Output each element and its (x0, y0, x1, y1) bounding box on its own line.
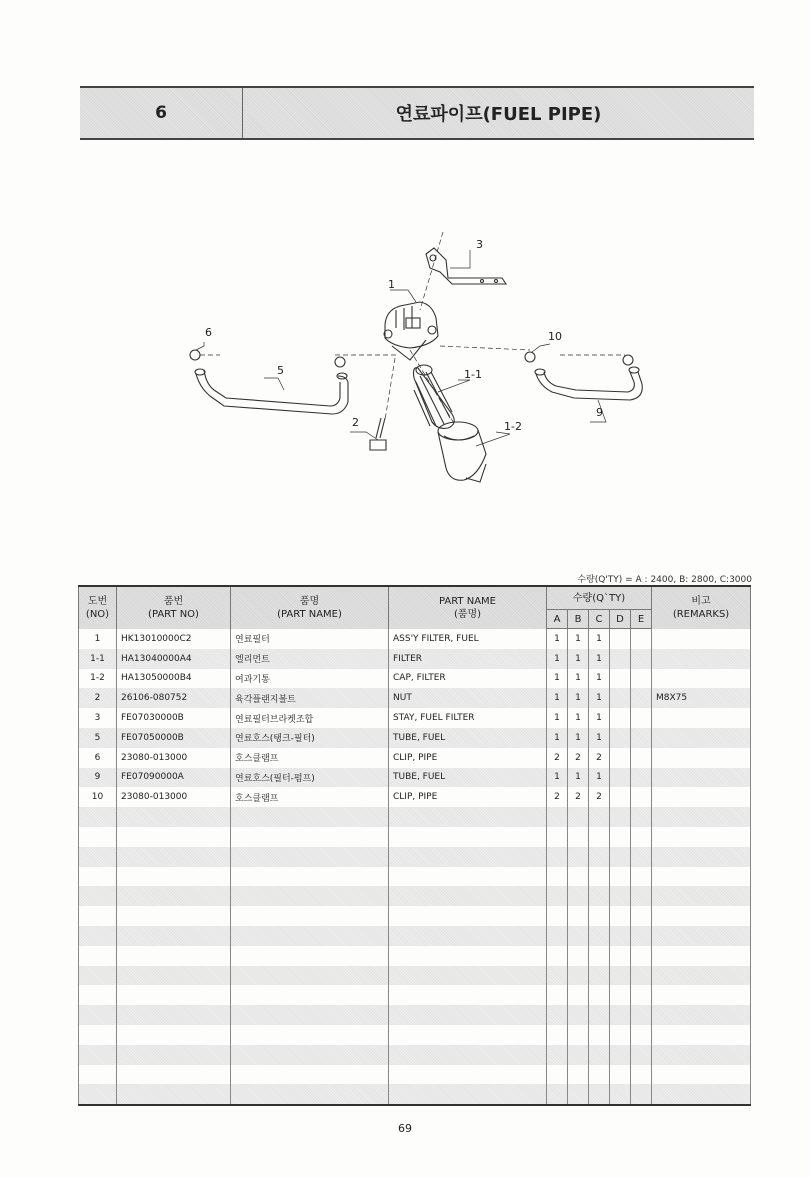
table-row (79, 807, 751, 827)
label-3: 3 (476, 238, 483, 251)
row-name-ko: 엘리먼트 (231, 649, 389, 669)
row-qty-b (568, 1065, 589, 1085)
row-qty-d (610, 946, 631, 966)
row-qty-b (568, 827, 589, 847)
row-qty-d (610, 787, 631, 807)
table-row (79, 728, 751, 748)
label-9: 9 (596, 406, 603, 419)
row-name-ko (231, 946, 389, 966)
header-remarks: 비고 (REMARKS) (652, 586, 751, 629)
row-qty-e (631, 1084, 652, 1105)
row-no (79, 1065, 117, 1085)
row-qty-b: 1 (568, 629, 589, 649)
row-qty-b: 2 (568, 787, 589, 807)
row-name-ko (231, 1065, 389, 1085)
row-qty-d (610, 1025, 631, 1045)
row-qty-b: 1 (568, 708, 589, 728)
row-qty-a: 1 (547, 768, 568, 788)
label-5: 5 (277, 364, 284, 377)
row-qty-e (631, 847, 652, 867)
row-no: 3 (79, 708, 117, 728)
row-qty-b (568, 886, 589, 906)
row-name-en (389, 906, 547, 926)
table-row (79, 629, 751, 649)
row-no (79, 867, 117, 887)
section-header (80, 86, 754, 140)
row-qty-b: 1 (568, 669, 589, 689)
row-qty-c: 1 (589, 708, 610, 728)
row-name-en: CLIP, PIPE (389, 748, 547, 768)
row-qty-a (547, 807, 568, 827)
row-qty-a (547, 1065, 568, 1085)
row-qty-d (610, 748, 631, 768)
row-remarks (652, 748, 751, 768)
row-qty-e (631, 906, 652, 926)
row-qty-e (631, 787, 652, 807)
row-name-ko (231, 906, 389, 926)
row-name-ko: 연료필터브라켓조합 (231, 708, 389, 728)
leader-lines (196, 250, 606, 446)
row-qty-d (610, 688, 631, 708)
header-qty-b: B (568, 610, 589, 629)
row-qty-d (610, 768, 631, 788)
row-name-en: ASS'Y FILTER, FUEL (389, 629, 547, 649)
row-remarks (652, 1065, 751, 1085)
label-6: 6 (205, 326, 212, 339)
row-no (79, 946, 117, 966)
row-name-ko (231, 926, 389, 946)
row-qty-d (610, 649, 631, 669)
row-name-en (389, 886, 547, 906)
table-row (79, 966, 751, 986)
row-qty-d (610, 886, 631, 906)
row-qty-a: 1 (547, 708, 568, 728)
row-no: 9 (79, 768, 117, 788)
row-qty-a: 1 (547, 669, 568, 689)
row-qty-c (589, 1025, 610, 1045)
row-qty-c: 2 (589, 748, 610, 768)
row-qty-c (589, 827, 610, 847)
row-part-no (117, 1025, 231, 1045)
row-qty-a: 1 (547, 688, 568, 708)
row-qty-c (589, 1084, 610, 1105)
row-qty-c: 2 (589, 787, 610, 807)
row-qty-d (610, 926, 631, 946)
row-no: 1 (79, 629, 117, 649)
row-qty-d (610, 1084, 631, 1105)
row-name-en: TUBE, FUEL (389, 768, 547, 788)
row-qty-e (631, 1065, 652, 1085)
row-part-no (117, 906, 231, 926)
row-no (79, 847, 117, 867)
row-name-ko (231, 985, 389, 1005)
row-name-ko: 연료호스(필터-펌프) (231, 768, 389, 788)
row-name-en (389, 926, 547, 946)
fuel-hose-tank-filter-part (195, 369, 348, 414)
row-part-no (117, 1065, 231, 1085)
row-qty-b: 1 (568, 688, 589, 708)
page-number: 69 (398, 1122, 412, 1135)
row-qty-e (631, 946, 652, 966)
row-no (79, 1025, 117, 1045)
label-2: 2 (352, 416, 359, 429)
row-qty-e (631, 985, 652, 1005)
row-qty-e (631, 649, 652, 669)
row-name-en (389, 1065, 547, 1085)
table-row (79, 748, 751, 768)
row-qty-a (547, 1084, 568, 1105)
row-name-en (389, 847, 547, 867)
row-qty-a (547, 847, 568, 867)
row-part-no (117, 946, 231, 966)
row-remarks (652, 906, 751, 926)
row-name-ko: 연료호스(탱크-필터) (231, 728, 389, 748)
row-qty-c: 1 (589, 688, 610, 708)
row-qty-b (568, 1025, 589, 1045)
row-qty-c (589, 867, 610, 887)
row-remarks (652, 1045, 751, 1065)
row-qty-c (589, 1005, 610, 1025)
table-row (79, 649, 751, 669)
exploded-parts-diagram (0, 150, 810, 570)
row-qty-a: 1 (547, 629, 568, 649)
row-qty-d (610, 669, 631, 689)
row-name-en (389, 867, 547, 887)
row-remarks (652, 787, 751, 807)
row-qty-b (568, 906, 589, 926)
row-qty-e (631, 1045, 652, 1065)
row-qty-b: 1 (568, 649, 589, 669)
row-qty-c: 1 (589, 649, 610, 669)
row-qty-d (610, 906, 631, 926)
row-remarks (652, 886, 751, 906)
row-qty-d (610, 985, 631, 1005)
row-remarks (652, 1005, 751, 1025)
row-qty-e (631, 1005, 652, 1025)
label-10: 10 (548, 330, 562, 343)
row-qty-a: 1 (547, 728, 568, 748)
row-part-no: HA13040000A4 (117, 649, 231, 669)
row-remarks (652, 1084, 751, 1105)
row-no (79, 1005, 117, 1025)
row-remarks (652, 827, 751, 847)
row-remarks (652, 926, 751, 946)
row-remarks (652, 847, 751, 867)
row-name-ko (231, 827, 389, 847)
row-qty-e (631, 1025, 652, 1045)
row-qty-e (631, 966, 652, 986)
row-no (79, 1084, 117, 1105)
row-remarks (652, 946, 751, 966)
label-1-2: 1-2 (504, 420, 522, 433)
header-qty-d: D (610, 610, 631, 629)
row-qty-c: 1 (589, 669, 610, 689)
table-row (79, 1065, 751, 1085)
row-part-no (117, 847, 231, 867)
row-qty-e (631, 748, 652, 768)
row-no (79, 966, 117, 986)
row-qty-d (610, 1045, 631, 1065)
row-qty-b (568, 867, 589, 887)
row-part-no (117, 867, 231, 887)
header-part-name-en: PART NAME (품명) (389, 586, 547, 629)
table-row (79, 886, 751, 906)
row-qty-b (568, 807, 589, 827)
row-part-no (117, 1045, 231, 1065)
row-qty-e (631, 688, 652, 708)
row-name-en (389, 807, 547, 827)
row-no (79, 926, 117, 946)
row-name-ko: 여과기통 (231, 669, 389, 689)
row-qty-a: 2 (547, 748, 568, 768)
row-remarks (652, 669, 751, 689)
table-row (79, 867, 751, 887)
row-remarks (652, 629, 751, 649)
row-qty-d (610, 728, 631, 748)
label-1-1: 1-1 (464, 368, 482, 381)
row-name-ko: 호스클램프 (231, 787, 389, 807)
row-qty-e (631, 669, 652, 689)
row-qty-a: 2 (547, 787, 568, 807)
row-name-en (389, 966, 547, 986)
row-qty-d (610, 708, 631, 728)
row-name-en: FILTER (389, 649, 547, 669)
row-part-no: HA13050000B4 (117, 669, 231, 689)
table-row (79, 847, 751, 867)
table-row (79, 768, 751, 788)
table-row (79, 1084, 751, 1105)
row-part-no (117, 1005, 231, 1025)
row-qty-c: 1 (589, 629, 610, 649)
row-qty-b (568, 1005, 589, 1025)
table-row (79, 1025, 751, 1045)
section-title: 연료파이프(FUEL PIPE) (395, 104, 602, 125)
table-row (79, 787, 751, 807)
table-row (79, 985, 751, 1005)
row-remarks (652, 728, 751, 748)
table-row (79, 926, 751, 946)
row-qty-b (568, 946, 589, 966)
row-name-en (389, 1084, 547, 1105)
header-qty-e: E (631, 610, 652, 629)
row-name-en: TUBE, FUEL (389, 728, 547, 748)
table-row (79, 827, 751, 847)
row-part-no (117, 827, 231, 847)
row-qty-e (631, 867, 652, 887)
row-qty-d (610, 966, 631, 986)
row-name-en: CLIP, PIPE (389, 787, 547, 807)
row-qty-e (631, 708, 652, 728)
filter-element-part (414, 365, 455, 428)
label-1: 1 (388, 278, 395, 291)
row-qty-c: 1 (589, 768, 610, 788)
row-name-ko (231, 1025, 389, 1045)
row-name-en (389, 1025, 547, 1045)
table-row (79, 946, 751, 966)
row-qty-c (589, 946, 610, 966)
row-no (79, 827, 117, 847)
row-part-no: 26106-080752 (117, 688, 231, 708)
row-qty-d (610, 629, 631, 649)
row-qty-c (589, 926, 610, 946)
row-qty-a (547, 966, 568, 986)
row-name-ko (231, 847, 389, 867)
row-remarks (652, 1025, 751, 1045)
row-qty-c (589, 1065, 610, 1085)
row-no (79, 886, 117, 906)
row-qty-d (610, 867, 631, 887)
row-qty-e (631, 728, 652, 748)
row-name-ko (231, 1005, 389, 1025)
table-row (79, 906, 751, 926)
row-no: 6 (79, 748, 117, 768)
row-remarks (652, 867, 751, 887)
row-part-no: FE07030000B (117, 708, 231, 728)
section-number: 6 (80, 88, 243, 138)
row-qty-a (547, 946, 568, 966)
row-part-no: FE07050000B (117, 728, 231, 748)
row-name-en (389, 827, 547, 847)
row-qty-a (547, 906, 568, 926)
row-qty-b (568, 926, 589, 946)
row-qty-e (631, 629, 652, 649)
row-qty-c (589, 807, 610, 827)
row-no: 10 (79, 787, 117, 807)
row-part-no (117, 1084, 231, 1105)
flange-bolt-part (370, 418, 386, 450)
row-name-ko (231, 966, 389, 986)
row-name-ko (231, 867, 389, 887)
filter-bracket-part (426, 248, 506, 284)
row-name-en: CAP, FILTER (389, 669, 547, 689)
qty-note: 수량(Q'TY) = A : 2400, B: 2800, C:3000 (577, 575, 752, 585)
row-qty-e (631, 827, 652, 847)
row-name-en (389, 985, 547, 1005)
header-no: 도번 (NO) (79, 586, 117, 629)
row-name-en (389, 946, 547, 966)
row-no: 1-2 (79, 669, 117, 689)
header-part-name-ko: 품명 (PART NAME) (231, 586, 389, 629)
row-name-ko: 연료필터 (231, 629, 389, 649)
row-name-ko (231, 886, 389, 906)
row-qty-a (547, 1045, 568, 1065)
row-part-no (117, 985, 231, 1005)
row-qty-e (631, 886, 652, 906)
row-remarks: M8X75 (652, 688, 751, 708)
row-no: 5 (79, 728, 117, 748)
row-qty-c (589, 886, 610, 906)
row-qty-b (568, 1084, 589, 1105)
row-qty-b: 2 (568, 748, 589, 768)
row-name-en (389, 1045, 547, 1065)
row-part-no: FE07090000A (117, 768, 231, 788)
row-qty-d (610, 827, 631, 847)
row-qty-e (631, 768, 652, 788)
row-no (79, 906, 117, 926)
row-part-no (117, 807, 231, 827)
row-qty-a (547, 1005, 568, 1025)
row-qty-a (547, 867, 568, 887)
row-no: 1-1 (79, 649, 117, 669)
row-qty-a (547, 886, 568, 906)
row-qty-e (631, 926, 652, 946)
row-part-no (117, 966, 231, 986)
row-no (79, 807, 117, 827)
row-remarks (652, 649, 751, 669)
row-qty-b: 1 (568, 728, 589, 748)
row-no (79, 1045, 117, 1065)
row-qty-b (568, 966, 589, 986)
row-part-no: HK13010000C2 (117, 629, 231, 649)
row-name-ko (231, 1045, 389, 1065)
row-part-no (117, 886, 231, 906)
table-row (79, 669, 751, 689)
fuel-hose-filter-pump-part (535, 367, 642, 400)
header-part-no: 품번 (PART NO) (117, 586, 231, 629)
header-qty-c: C (589, 610, 610, 629)
table-row (79, 688, 751, 708)
table-row (79, 708, 751, 728)
row-name-ko: 호스클램프 (231, 748, 389, 768)
row-name-en (389, 1005, 547, 1025)
row-remarks (652, 807, 751, 827)
filter-cup-part (438, 422, 486, 482)
row-no: 2 (79, 688, 117, 708)
row-no (79, 985, 117, 1005)
row-remarks (652, 768, 751, 788)
row-name-en: NUT (389, 688, 547, 708)
row-name-en: STAY, FUEL FILTER (389, 708, 547, 728)
row-qty-b: 1 (568, 768, 589, 788)
row-qty-d (610, 1005, 631, 1025)
row-name-ko (231, 1084, 389, 1105)
row-qty-b (568, 985, 589, 1005)
row-qty-c (589, 1045, 610, 1065)
row-name-ko (231, 807, 389, 827)
row-qty-b (568, 1045, 589, 1065)
row-qty-a (547, 827, 568, 847)
row-remarks (652, 985, 751, 1005)
row-part-no (117, 926, 231, 946)
row-qty-c: 1 (589, 728, 610, 748)
row-qty-a: 1 (547, 649, 568, 669)
row-qty-c (589, 966, 610, 986)
row-qty-d (610, 807, 631, 827)
row-qty-d (610, 1065, 631, 1085)
header-qty-a: A (547, 610, 568, 629)
row-qty-d (610, 847, 631, 867)
row-remarks (652, 708, 751, 728)
row-qty-e (631, 807, 652, 827)
row-qty-c (589, 906, 610, 926)
row-qty-c (589, 847, 610, 867)
row-qty-b (568, 847, 589, 867)
row-qty-a (547, 926, 568, 946)
row-qty-c (589, 985, 610, 1005)
row-remarks (652, 966, 751, 986)
row-part-no: 23080-013000 (117, 787, 231, 807)
row-name-ko: 육각플랜지볼트 (231, 688, 389, 708)
row-qty-a (547, 1025, 568, 1045)
header-qty: 수량(Q`TY) (547, 586, 652, 610)
table-row (79, 1045, 751, 1065)
parts-table (78, 585, 751, 1106)
table-row (79, 1005, 751, 1025)
row-qty-a (547, 985, 568, 1005)
row-part-no: 23080-013000 (117, 748, 231, 768)
